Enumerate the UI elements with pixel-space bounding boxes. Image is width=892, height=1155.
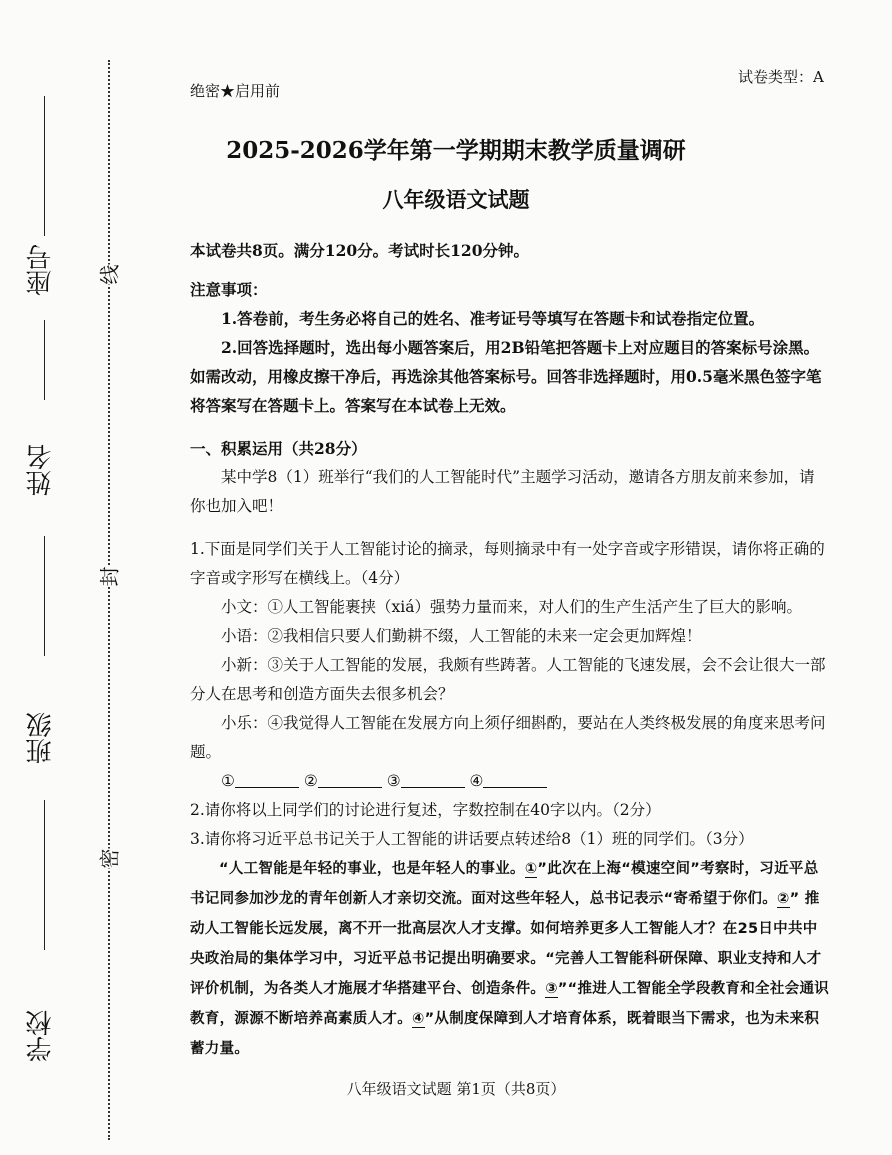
blank-label-3: ③ <box>386 772 401 790</box>
quote-part-2: ”此次在上海“模速空间”考察时，习近平总书记同参加沙龙的青年创新人才亲切交流。面对这些年轻人，总书记表示“寄希望于你们。 <box>190 861 819 907</box>
notes-heading: 注意事项： <box>190 280 268 299</box>
section-heading: 一、积累运用（共28分） <box>190 439 367 458</box>
answer-blank-3[interactable] <box>401 769 465 788</box>
blank-label-4: ④ <box>469 772 484 790</box>
exam-intro: 本试卷共8页。满分120分。考试时长120分钟。 <box>190 241 529 260</box>
q1-line-xiaowen: 小文：①人工智能裹挟（xiá）强势力量而来，对人们的生产生活产生了巨大的影响。 <box>221 598 802 616</box>
quote-marker-2: ② <box>777 891 790 907</box>
quote-marker-1: ① <box>524 861 538 877</box>
name-label: 姓名 <box>26 444 56 496</box>
blank-label-2: ② <box>303 772 318 790</box>
q1-line-xiaole: 小乐：④我觉得人工智能在发展方向上须仔细斟酌，要站在人类终极发展的角度来思考问题。 <box>190 714 826 761</box>
q3-quote <box>190 854 830 1064</box>
exam-subtitle: 八年级语文试题 <box>382 187 530 212</box>
quote-part-1: “人工智能是年轻的事业，也是年轻人的事业。 <box>219 861 525 877</box>
exam-body <box>190 236 830 1064</box>
answer-blank-1[interactable] <box>235 769 299 788</box>
quote-part-4: ”“推进人工智能全学段教育和全社会通识教育，源源不断培养高素质人才。 <box>190 981 830 1027</box>
question-3-stem: 3.请你将习近平总书记关于人工智能的讲话要点转述给8（1）班的同学们。（3分） <box>190 830 754 848</box>
quote-marker-4: ④ <box>412 1011 425 1027</box>
q1-line-xiaoyu: 小语：②我相信只要人们勤耕不缀，人工智能的未来一定会更加辉煌！ <box>221 627 702 645</box>
seal-feng: 封 <box>92 567 125 587</box>
question-2-stem: 2.请你将以上同学们的讨论进行复述，字数控制在40字以内。（2分） <box>190 801 661 819</box>
quote-part-3: ” 推动人工智能长远发展，离不开一批高层次人才支撑。如何培养更多人工智能人才？在25日中共中央政治局的集体学习中，习近平总书记提出明确要求。“完善人工智能科研保障、职业支持和人才评价机制，为各类人才施展才华搭建平台、创造条件。 <box>190 891 822 997</box>
note-item-2: 2.回答选择题时，选出每小题答案后，用2B铅笔把答题卡上对应题目的答案标号涂黑。如需改动，用橡皮擦干净后，再选涂其他答案标号。回答非选择题时，用0.5毫米黑色签字笔将答案写在答题卡上。答案写在本试卷上无效。 <box>190 338 822 415</box>
name-line <box>44 536 45 656</box>
note-item-1: 1.答卷前，考生务必将自己的姓名、准考证号等填写在答题卡和试卷指定位置。 <box>221 309 765 328</box>
blank-label-1: ① <box>221 772 235 790</box>
seat-number-line <box>44 96 45 236</box>
class-label: 班级 <box>26 712 56 764</box>
section-lead: 某中学8（1）班举行“我们的人工智能时代”主题学习活动，邀请各方朋友前来参加，请你也加入吧！ <box>190 468 815 515</box>
seat-number-label: 座号 <box>26 244 56 296</box>
exam-title: 2025-2026学年第一学期期末教学质量调研 <box>226 137 686 164</box>
quote-part-5: ”从制度保障到人才培育体系，既着眼当下需求，也为未来积蓄力量。 <box>190 1011 820 1057</box>
class-line <box>44 800 45 950</box>
q1-answer-blanks <box>190 767 830 796</box>
binding-dotted-line <box>108 60 110 1140</box>
question-1-stem: 1.下面是同学们关于人工智能讨论的摘录，每则摘录中有一处字音或字形错误，请你将正确的字音或字形写在横线上。（4分） <box>190 540 825 587</box>
name-line-upper <box>44 320 45 400</box>
quote-marker-3: ③ <box>545 981 558 997</box>
confidential-mark: 绝密★启用前 <box>190 82 281 100</box>
page-footer: 八年级语文试题 第1页（共8页） <box>346 1080 566 1098</box>
answer-blank-2[interactable] <box>318 769 382 788</box>
seal-mi: 密 <box>92 849 125 869</box>
q1-line-xiaoxin: 小新：③关于人工智能的发展，我颇有些踌著。人工智能的飞速发展，会不会让很大一部分人在思考和创造方面失去很多机会？ <box>190 656 826 703</box>
paper-type: 试卷类型：A <box>738 68 824 86</box>
seal-xian: 线 <box>92 265 125 285</box>
answer-blank-4[interactable] <box>483 769 547 788</box>
school-label: 学校 <box>26 1010 56 1062</box>
